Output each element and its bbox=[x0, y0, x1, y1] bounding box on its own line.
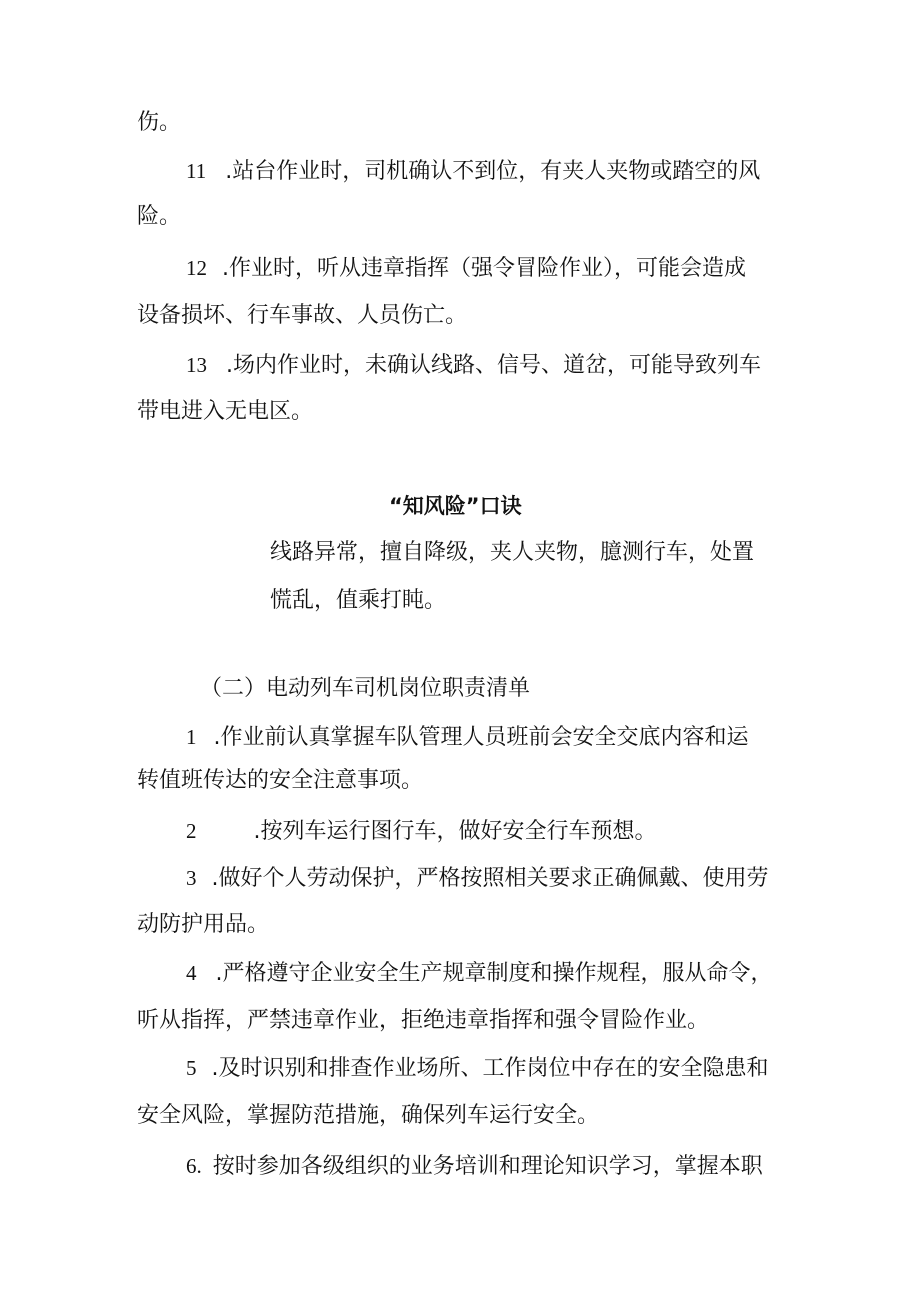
rhyme-line-1: 线路异常，擅自降级，夹人夹物，臆测行车，处置 bbox=[270, 540, 755, 565]
duty-item-1 bbox=[186, 722, 749, 753]
item-number: 4 bbox=[186, 961, 197, 985]
duty-item-3-cont: 动防护用品。 bbox=[137, 912, 270, 937]
item-text: .站台作业时，司机确认不到位，有夹人夹物或踏空的风 bbox=[225, 159, 761, 184]
item-text: .按列车运行图行车，做好安全行车预想。 bbox=[253, 819, 657, 844]
item-number: 3 bbox=[186, 866, 197, 890]
item-text: .严格遵守企业安全生产规章制度和操作规程，服从命令， bbox=[215, 961, 773, 986]
item-number: 2 bbox=[186, 819, 197, 843]
rhyme-title: “知风险”口诀 bbox=[389, 494, 522, 518]
item-number: 11 bbox=[186, 159, 207, 183]
duty-item-4 bbox=[186, 958, 773, 989]
duty-item-3 bbox=[186, 863, 769, 894]
item-text: .及时识别和排查作业场所、工作岗位中存在的安全隐患和 bbox=[211, 1056, 769, 1081]
list-item-12-cont: 设备损坏、行车事故、人员伤亡。 bbox=[137, 303, 468, 328]
duty-item-5-cont: 安全风险，掌握防范措施，确保列车运行安全。 bbox=[137, 1103, 600, 1128]
list-item-13 bbox=[186, 350, 761, 381]
item-text: 按时参加各级组织的业务培训和理论知识学习，掌握本职 bbox=[212, 1154, 763, 1179]
section-heading: （二）电动列车司机岗位职责清单 bbox=[200, 676, 531, 701]
item-text: .作业时，听从违章指挥（强令冒险作业），可能会造成 bbox=[222, 256, 746, 281]
item-text: .作业前认真掌握车队管理人员班前会安全交底内容和运 bbox=[213, 725, 749, 750]
duty-item-2 bbox=[186, 816, 657, 847]
item-text: .做好个人劳动保护，严格按照相关要求正确佩戴、使用劳 bbox=[211, 866, 769, 891]
list-item-11-cont: 险。 bbox=[137, 204, 182, 229]
duty-item-6 bbox=[186, 1151, 763, 1182]
list-item-11 bbox=[186, 156, 760, 187]
duty-item-5 bbox=[186, 1053, 769, 1084]
duty-item-4-cont: 听从指挥，严禁违章作业，拒绝违章指挥和强令冒险作业。 bbox=[137, 1008, 710, 1033]
item-number: 6. bbox=[186, 1154, 202, 1178]
duty-item-1-cont: 转值班传达的安全注意事项。 bbox=[137, 768, 424, 793]
item-number: 13 bbox=[186, 353, 207, 377]
list-item-13-cont: 带电进入无电区。 bbox=[137, 399, 314, 424]
list-item-12 bbox=[186, 253, 746, 284]
fragment-tail: 伤。 bbox=[137, 110, 182, 135]
item-number: 12 bbox=[186, 256, 207, 280]
rhyme-line-2: 慌乱，值乘打盹。 bbox=[270, 588, 447, 613]
item-number: 1 bbox=[186, 725, 197, 749]
item-number: 5 bbox=[186, 1056, 197, 1080]
item-text: .场内作业时，未确认线路、信号、道岔，可能导致列车 bbox=[226, 353, 761, 378]
